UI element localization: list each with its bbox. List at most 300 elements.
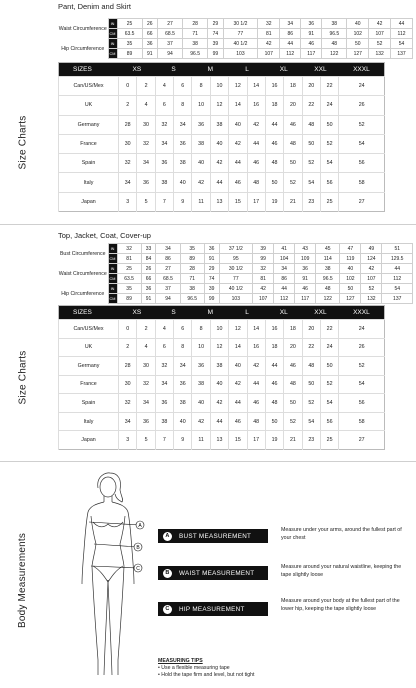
measurement-cell: 119 xyxy=(340,254,361,264)
measurement-cell: 52 xyxy=(369,39,391,49)
size-cell: 18 xyxy=(284,77,302,96)
size-cell: 2 xyxy=(119,96,137,115)
measurement-label: Hip Circumference xyxy=(58,39,108,59)
table-row xyxy=(59,394,385,413)
measurement-cell: 102 xyxy=(347,29,369,39)
size-cell: 50 xyxy=(265,173,283,192)
size-cell: 48 xyxy=(302,115,320,134)
measurement-cell: 103 xyxy=(223,49,258,59)
size-cell: 0 xyxy=(119,77,137,96)
section-title-tops: Top, Jacket, Coat, Cover-up xyxy=(58,231,151,240)
size-cell: 46 xyxy=(229,412,247,431)
size-cell: 46 xyxy=(284,115,302,134)
measurement-cell: 40 xyxy=(340,264,361,274)
table-row xyxy=(59,412,385,431)
country-label: France xyxy=(59,375,119,394)
size-cell: 32 xyxy=(119,394,137,413)
size-cell: 6 xyxy=(155,338,173,357)
measurement-cell: 37 xyxy=(156,284,180,294)
measurement-cell: 71 xyxy=(183,29,208,39)
size-cell: 22 xyxy=(302,338,320,357)
measurement-cell: 36 xyxy=(141,284,156,294)
measurement-cell: 36 xyxy=(301,19,322,29)
measurement-cell: 35 xyxy=(180,244,204,254)
size-cell: 48 xyxy=(284,375,302,394)
size-cell: 34 xyxy=(137,154,155,173)
measurement-cell: 112 xyxy=(274,294,295,304)
size-cell: 6 xyxy=(174,320,192,339)
measurement-cell: 91 xyxy=(142,49,157,59)
measurement-table-pants xyxy=(58,18,413,59)
size-cell: 46 xyxy=(247,394,265,413)
measurement-cell: 49 xyxy=(361,244,382,254)
size-cell: 36 xyxy=(174,375,192,394)
size-cell: 15 xyxy=(229,192,247,211)
side-label-size-charts-2: Size Charts xyxy=(17,350,29,404)
measurement-cell: 44 xyxy=(280,39,301,49)
size-cell: 24 xyxy=(320,96,338,115)
measurement-cell: 46 xyxy=(295,284,316,294)
size-cell: 16 xyxy=(247,338,265,357)
table-row xyxy=(59,431,385,450)
size-cell: 40 xyxy=(210,375,228,394)
unit-badge: IN xyxy=(108,39,117,49)
measurement-cell: 45 xyxy=(316,244,340,254)
measurement-cell: 96.5 xyxy=(322,29,347,39)
size-cell: 12 xyxy=(210,96,228,115)
measurement-row xyxy=(58,274,413,284)
measurement-cell: 99 xyxy=(204,294,219,304)
country-label: Italy xyxy=(59,173,119,192)
marker-c: C xyxy=(136,565,140,572)
size-cell: 38 xyxy=(174,154,192,173)
size-cell: 44 xyxy=(210,173,228,192)
measurement-cell: 38 xyxy=(180,284,204,294)
size-cell: 36 xyxy=(137,412,155,431)
measurement-cell: 52 xyxy=(361,284,382,294)
measurement-cell: 40 1/2 xyxy=(219,284,253,294)
country-label: UK xyxy=(59,338,119,357)
measurement-cell: 129.5 xyxy=(382,254,413,264)
size-cell: 32 xyxy=(119,154,137,173)
measurement-cell: 81 xyxy=(253,274,274,284)
measurement-cell: 48 xyxy=(316,284,340,294)
measurement-cell: 81 xyxy=(117,254,141,264)
size-cell: 48 xyxy=(247,412,265,431)
measurement-cell: 96.5 xyxy=(183,49,208,59)
size-cell: 11 xyxy=(192,431,210,450)
size-cell: 36 xyxy=(192,115,210,134)
measurement-cell: 94 xyxy=(156,294,180,304)
size-cell: 50 xyxy=(320,115,338,134)
measurement-cell: 29 xyxy=(208,19,223,29)
measurement-cell: 37 1/2 xyxy=(219,244,253,254)
size-cell: 40 xyxy=(192,154,210,173)
measurement-cell: 71 xyxy=(180,274,204,284)
size-cell: 27 xyxy=(339,431,385,450)
measurement-cell: 89 xyxy=(117,294,141,304)
section-title-pants: Pant, Denim and Skirt xyxy=(58,2,131,11)
size-header-xs: XS xyxy=(119,306,156,320)
measurement-cell: 50 xyxy=(340,284,361,294)
size-cell: 38 xyxy=(192,375,210,394)
measurement-cell: 44 xyxy=(382,264,413,274)
size-header-xxxl: XXXL xyxy=(339,306,385,320)
size-cell: 2 xyxy=(137,320,155,339)
size-cell: 38 xyxy=(155,412,173,431)
size-cell: 46 xyxy=(284,357,302,376)
size-cell: 50 xyxy=(284,394,302,413)
measurement-cell: 28 xyxy=(180,264,204,274)
size-cell: 52 xyxy=(320,134,338,153)
measurement-cell: 36 xyxy=(295,264,316,274)
size-cell: 19 xyxy=(265,192,283,211)
measurement-cell: 89 xyxy=(117,49,142,59)
size-cell: 34 xyxy=(119,412,137,431)
size-cell: 25 xyxy=(320,431,338,450)
size-cell: 23 xyxy=(302,192,320,211)
country-label: Can/US/Mex xyxy=(59,320,119,339)
size-cell: 6 xyxy=(155,96,173,115)
size-cell: 3 xyxy=(119,431,137,450)
measurement-cell: 27 xyxy=(157,19,182,29)
size-cell: 38 xyxy=(210,115,228,134)
measurement-cell: 34 xyxy=(280,19,301,29)
size-cell: 32 xyxy=(137,375,155,394)
size-cell: 30 xyxy=(137,357,155,376)
measurement-cell: 86 xyxy=(274,274,295,284)
size-cell: 19 xyxy=(265,431,283,450)
size-header-sizes: SIZES xyxy=(59,63,119,77)
measurement-cell: 96.5 xyxy=(316,274,340,284)
measurement-cell: 107 xyxy=(253,294,274,304)
size-cell: 30 xyxy=(119,134,137,153)
size-cell: 44 xyxy=(247,375,265,394)
size-cell: 56 xyxy=(320,173,338,192)
unit-badge: CM xyxy=(108,294,117,304)
size-cell: 42 xyxy=(247,357,265,376)
measurement-cell: 102 xyxy=(340,274,361,284)
measurement-cell: 63.5 xyxy=(117,274,141,284)
size-cell: 48 xyxy=(265,154,283,173)
size-cell: 42 xyxy=(192,412,210,431)
size-cell: 12 xyxy=(229,320,247,339)
size-cell: 44 xyxy=(247,134,265,153)
table-row xyxy=(59,77,385,96)
measurement-cell: 54 xyxy=(382,284,413,294)
table-row xyxy=(59,154,385,173)
size-cell: 10 xyxy=(192,96,210,115)
size-cell: 10 xyxy=(210,77,228,96)
size-cell: 36 xyxy=(174,134,192,153)
measurement-cell: 77 xyxy=(219,274,253,284)
side-label-body-measurements: Body Measurements xyxy=(17,532,29,628)
size-cell: 42 xyxy=(210,154,228,173)
country-label: France xyxy=(59,134,119,153)
size-cell: 12 xyxy=(229,77,247,96)
measurement-cell: 91 xyxy=(295,274,316,284)
measurement-cell: 29 xyxy=(204,264,219,274)
measurement-cell: 39 xyxy=(204,284,219,294)
size-cell: 48 xyxy=(247,173,265,192)
unit-badge: CM xyxy=(108,29,117,39)
measurement-cell: 107 xyxy=(361,274,382,284)
size-cell: 6 xyxy=(174,77,192,96)
size-cell: 38 xyxy=(155,173,173,192)
size-cell: 8 xyxy=(192,320,210,339)
size-header-m: M xyxy=(192,306,229,320)
size-cell: 8 xyxy=(192,77,210,96)
size-cell: 58 xyxy=(339,412,385,431)
measurement-cell: 107 xyxy=(258,49,280,59)
measurement-cell: 51 xyxy=(382,244,413,254)
size-cell: 32 xyxy=(155,357,173,376)
measurement-cell: 84 xyxy=(141,254,156,264)
size-cell: 48 xyxy=(265,394,283,413)
size-cell: 20 xyxy=(302,77,320,96)
measurement-cell: 122 xyxy=(316,294,340,304)
unit-badge: CM xyxy=(108,49,117,59)
size-header-xxl: XXL xyxy=(302,306,339,320)
size-header-xs: XS xyxy=(119,63,156,77)
measurement-cell: 86 xyxy=(280,29,301,39)
measurement-cell: 66 xyxy=(142,29,157,39)
size-cell: 42 xyxy=(229,134,247,153)
size-cell: 42 xyxy=(192,173,210,192)
size-cell: 42 xyxy=(210,394,228,413)
measurement-cell: 44 xyxy=(391,19,413,29)
measurement-cell: 38 xyxy=(316,264,340,274)
hip-measurement-description: Measure around your body at the fullest part of the lower hip, keeping the tape slightly loose xyxy=(281,598,400,612)
size-cell: 4 xyxy=(137,96,155,115)
size-cell: 18 xyxy=(265,96,283,115)
size-cell: 42 xyxy=(229,375,247,394)
size-header-l: L xyxy=(229,306,266,320)
size-cell: 38 xyxy=(210,357,228,376)
size-cell: 34 xyxy=(155,134,173,153)
table-row xyxy=(59,357,385,376)
measurement-cell: 77 xyxy=(223,29,258,39)
measurement-cell: 132 xyxy=(369,49,391,59)
size-cell: 5 xyxy=(137,431,155,450)
size-cell: 32 xyxy=(137,134,155,153)
size-header-xl: XL xyxy=(265,306,302,320)
size-header-sizes: SIZES xyxy=(59,306,119,320)
size-header-row xyxy=(59,63,385,77)
size-cell: 9 xyxy=(174,431,192,450)
measurement-cell: 43 xyxy=(295,244,316,254)
measurement-cell: 38 xyxy=(322,19,347,29)
measurement-cell: 112 xyxy=(382,274,413,284)
country-label: Japan xyxy=(59,192,119,211)
measurement-cell: 96.5 xyxy=(180,294,204,304)
size-cell: 16 xyxy=(265,77,283,96)
measurement-cell: 137 xyxy=(382,294,413,304)
measurement-cell: 109 xyxy=(295,254,316,264)
size-cell: 17 xyxy=(247,431,265,450)
size-cell: 25 xyxy=(320,192,338,211)
size-cell: 16 xyxy=(265,320,283,339)
body-figure-illustration xyxy=(58,470,158,682)
size-cell: 44 xyxy=(265,357,283,376)
measurement-row xyxy=(58,49,413,59)
measurement-cell: 104 xyxy=(274,254,295,264)
size-cell: 42 xyxy=(247,115,265,134)
size-cell: 36 xyxy=(155,154,173,173)
size-cell: 5 xyxy=(137,192,155,211)
size-cell: 13 xyxy=(210,431,228,450)
size-header-m: M xyxy=(192,63,229,77)
measurement-cell: 68.5 xyxy=(156,274,180,284)
size-cell: 36 xyxy=(137,173,155,192)
country-label: Germany xyxy=(59,357,119,376)
country-label: UK xyxy=(59,96,119,115)
size-cell: 2 xyxy=(137,77,155,96)
size-cell: 30 xyxy=(137,115,155,134)
measurement-cell: 74 xyxy=(204,274,219,284)
measurement-row xyxy=(58,19,413,29)
size-cell: 52 xyxy=(284,173,302,192)
size-header-xxxl: XXXL xyxy=(339,63,385,77)
measurement-cell: 36 xyxy=(142,39,157,49)
measurement-cell: 99 xyxy=(253,254,274,264)
measurement-cell: 42 xyxy=(253,284,274,294)
size-cell: 24 xyxy=(339,77,385,96)
size-cell: 38 xyxy=(174,394,192,413)
table-row xyxy=(59,134,385,153)
measurement-cell: 46 xyxy=(301,39,322,49)
size-cell: 21 xyxy=(284,431,302,450)
measurement-cell: 127 xyxy=(347,49,369,59)
size-cell: 7 xyxy=(155,192,173,211)
measurement-cell: 50 xyxy=(347,39,369,49)
size-cell: 56 xyxy=(339,394,385,413)
size-cell: 40 xyxy=(210,134,228,153)
measurement-cell: 30 1/2 xyxy=(219,264,253,274)
size-cell: 48 xyxy=(284,134,302,153)
measurement-cell: 54 xyxy=(391,39,413,49)
size-cell: 10 xyxy=(210,320,228,339)
measurement-cell: 32 xyxy=(258,19,280,29)
size-cell: 58 xyxy=(339,173,385,192)
measurement-cell: 39 xyxy=(253,244,274,254)
measurement-cell: 99 xyxy=(208,49,223,59)
bust-measurement-description: Measure under your arms, around the fullest part of your chest xyxy=(281,527,402,541)
size-cell: 18 xyxy=(265,338,283,357)
size-cell: 52 xyxy=(284,412,302,431)
size-cell: 56 xyxy=(339,154,385,173)
measurement-cell: 47 xyxy=(340,244,361,254)
measurement-cell: 35 xyxy=(117,39,142,49)
measurement-row xyxy=(58,39,413,49)
measurement-cell: 39 xyxy=(208,39,223,49)
country-label: Spain xyxy=(59,154,119,173)
size-cell: 54 xyxy=(302,412,320,431)
side-label-size-charts-1: Size Charts xyxy=(17,115,29,170)
unit-badge: IN xyxy=(108,19,117,29)
measurement-cell: 117 xyxy=(301,49,322,59)
size-cell: 20 xyxy=(302,320,320,339)
size-header-s: S xyxy=(155,63,192,77)
measurement-cell: 74 xyxy=(208,29,223,39)
size-cell: 50 xyxy=(284,154,302,173)
size-cell: 30 xyxy=(119,375,137,394)
size-table-pants xyxy=(58,62,385,212)
size-cell: 3 xyxy=(119,192,137,211)
measurement-cell: 94 xyxy=(157,49,182,59)
measurement-cell: 137 xyxy=(391,49,413,59)
divider xyxy=(0,224,416,225)
measurement-cell: 44 xyxy=(274,284,295,294)
measurement-cell: 114 xyxy=(316,254,340,264)
size-header-xl: XL xyxy=(265,63,302,77)
size-cell: 40 xyxy=(229,357,247,376)
measurement-cell: 132 xyxy=(361,294,382,304)
size-cell: 40 xyxy=(192,394,210,413)
size-cell: 23 xyxy=(302,431,320,450)
country-label: Can/US/Mex xyxy=(59,77,119,96)
size-cell: 34 xyxy=(119,173,137,192)
size-cell: 17 xyxy=(247,192,265,211)
size-cell: 0 xyxy=(119,320,137,339)
measurement-cell: 25 xyxy=(117,264,141,274)
measurement-cell: 48 xyxy=(322,39,347,49)
size-cell: 52 xyxy=(339,357,385,376)
measurement-cell: 32 xyxy=(253,264,274,274)
size-cell: 22 xyxy=(320,77,338,96)
size-cell: 34 xyxy=(155,375,173,394)
size-cell: 4 xyxy=(155,320,173,339)
country-label: Italy xyxy=(59,412,119,431)
size-cell: 13 xyxy=(210,192,228,211)
size-cell: 48 xyxy=(302,357,320,376)
measurement-label: Bust Circumference xyxy=(58,244,108,264)
size-cell: 26 xyxy=(339,338,385,357)
size-cell: 54 xyxy=(302,173,320,192)
size-cell: 24 xyxy=(320,338,338,357)
size-cell: 40 xyxy=(229,115,247,134)
unit-badge: IN xyxy=(108,264,117,274)
size-cell: 22 xyxy=(302,96,320,115)
measurement-cell: 68.5 xyxy=(157,29,182,39)
measurement-row xyxy=(58,264,413,274)
measurement-row xyxy=(58,244,413,254)
size-cell: 38 xyxy=(192,134,210,153)
size-cell: 54 xyxy=(339,375,385,394)
size-cell: 44 xyxy=(265,115,283,134)
size-cell: 54 xyxy=(339,134,385,153)
size-cell: 10 xyxy=(192,338,210,357)
size-cell: 50 xyxy=(302,134,320,153)
marker-b: B xyxy=(136,544,140,551)
measurement-row xyxy=(58,294,413,304)
size-cell: 8 xyxy=(174,338,192,357)
size-cell: 22 xyxy=(320,320,338,339)
measurement-cell: 91 xyxy=(301,29,322,39)
size-cell: 2 xyxy=(119,338,137,357)
size-cell: 20 xyxy=(284,338,302,357)
table-row xyxy=(59,192,385,211)
size-cell: 52 xyxy=(339,115,385,134)
size-cell: 28 xyxy=(119,115,137,134)
measurement-row xyxy=(58,284,413,294)
measurement-cell: 42 xyxy=(361,264,382,274)
size-cell: 50 xyxy=(265,412,283,431)
measurement-cell: 27 xyxy=(156,264,180,274)
measurement-cell: 63.5 xyxy=(117,29,142,39)
waist-measurement-description: Measure around your natural waistline, keeping the tape slightly loose xyxy=(281,564,402,578)
table-row xyxy=(59,320,385,339)
